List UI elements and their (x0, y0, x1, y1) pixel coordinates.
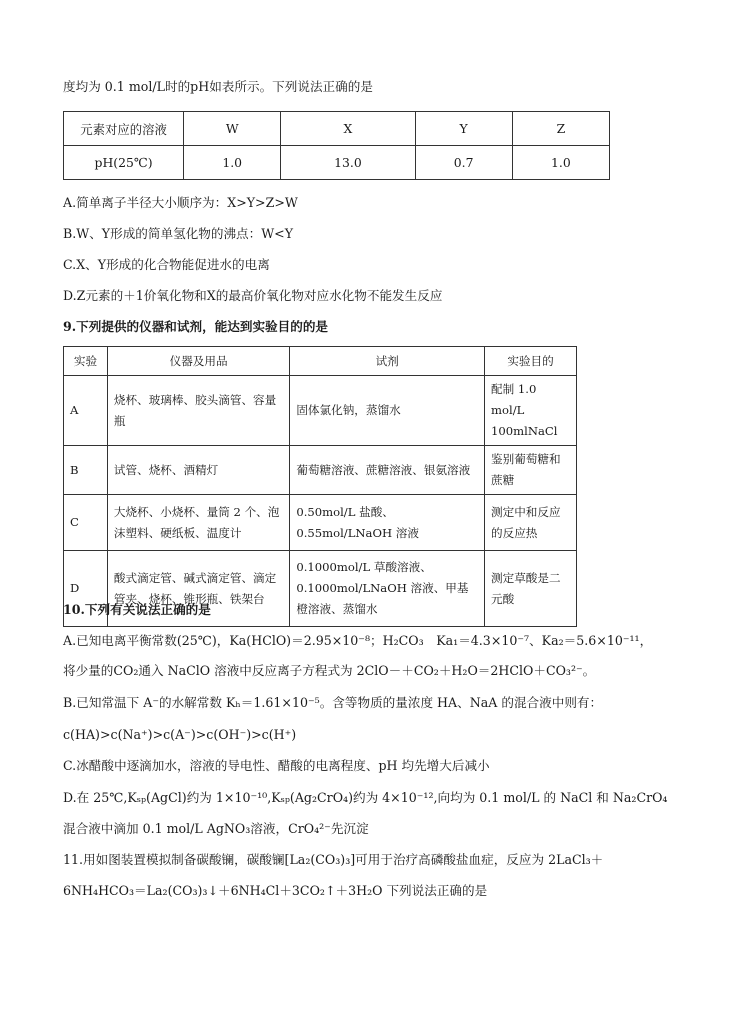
q10-line: 将少量的CO₂通入 NaClO 溶液中反应离子方程式为 2ClO－＋CO₂＋H₂O＝2HClO＋CO₃²⁻。 (63, 663, 596, 678)
question-11-line: 6NH₄HCO₃＝La₂(CO₃)₃↓＋6NH₄Cl＋3CO₂↑＋3H₂O 下列说法正确的是 (63, 883, 488, 898)
table-cell: 元素对应的溶液 (64, 112, 184, 146)
table-cell: 测定草酸是二元酸 (485, 551, 577, 627)
q10-line: C.冰醋酸中逐滴加水，溶液的导电性、醋酸的电离程度、pH 均先增大后减小 (63, 758, 490, 773)
option-c: C.X、Y形成的化合物能促进水的电离 (63, 257, 270, 272)
ph-table (63, 111, 610, 180)
q10-line: A.已知电离平衡常数(25℃)，Ka(HClO)＝2.95×10⁻⁸；H₂CO₃ Ka₁＝4.3×10⁻⁷、Ka₂＝5.6×10⁻¹¹， (63, 633, 653, 648)
intro-line: 度均为 0.1 mol/L时的pH如表所示。下列说法正确的是 (63, 79, 373, 94)
table-cell: pH(25℃) (64, 146, 184, 180)
table-cell: 试管、烧杯、酒精灯 (107, 446, 289, 495)
question-10-title: 10.下列有关说法正确的是 (63, 602, 211, 617)
q10-line: B.已知常温下 A⁻的水解常数 Kₕ＝1.61×10⁻⁵。含等物质的量浓度 HA、NaA 的混合液中则有： (63, 695, 603, 710)
table-row (64, 446, 577, 495)
q10-line: c(HA)>c(Na⁺)>c(A⁻)>c(OH⁻)>c(H⁺) (63, 727, 297, 742)
ph-table-header-row (64, 112, 610, 146)
table-cell: Y (415, 112, 512, 146)
option-a: A.简单离子半径大小顺序为：X>Y>Z>W (63, 195, 298, 210)
table-cell: D (64, 551, 108, 627)
table-cell: 大烧杯、小烧杯、量筒 2 个、泡沫塑料、硬纸板、温度计 (107, 495, 289, 551)
option-b: B.W、Y形成的简单氢化物的沸点：W<Y (63, 226, 294, 241)
table-cell: 配制 1.0 mol/L 100mlNaCl (485, 376, 577, 446)
ph-table-row (64, 146, 610, 180)
table-cell: 鉴别葡萄糖和蔗糖 (485, 446, 577, 495)
table-cell: 测定中和反应的反应热 (485, 495, 577, 551)
question-11-line: 11.用如图装置模拟制备碳酸镧，碳酸镧[La₂(CO₃)₃]可用于治疗高磷酸盐血症，反应为 2LaCl₃＋ (63, 852, 604, 867)
table-cell: 固体氯化钠，蒸馏水 (290, 376, 485, 446)
table-cell: 实验 (64, 347, 108, 376)
table-cell: B (64, 446, 108, 495)
table-cell: 烧杯、玻璃棒、胶头滴管、容量瓶 (107, 376, 289, 446)
table-cell: X (281, 112, 415, 146)
q10-line: 混合液中滴加 0.1 mol/L AgNO₃溶液，CrO₄²⁻先沉淀 (63, 821, 369, 836)
table-cell: 1.0 (512, 146, 609, 180)
table-cell: 0.7 (415, 146, 512, 180)
question-9-title: 9.下列提供的仪器和试剂，能达到实验目的的是 (63, 319, 329, 334)
experiment-table-header (64, 347, 577, 376)
table-cell: 试剂 (290, 347, 485, 376)
table-cell: C (64, 495, 108, 551)
table-cell: 0.1000mol/L 草酸溶液、0.1000mol/LNaOH 溶液、甲基橙溶液、蒸馏水 (290, 551, 485, 627)
table-cell: 仪器及用品 (107, 347, 289, 376)
table-cell: 0.50mol/L 盐酸、0.55mol/LNaOH 溶液 (290, 495, 485, 551)
table-cell: 13.0 (281, 146, 415, 180)
table-cell: 葡萄糖溶液、蔗糖溶液、银氨溶液 (290, 446, 485, 495)
table-cell: W (184, 112, 281, 146)
table-cell: 1.0 (184, 146, 281, 180)
table-cell: Z (512, 112, 609, 146)
table-cell: A (64, 376, 108, 446)
table-cell: 酸式滴定管、碱式滴定管、滴定管夹、烧杯、锥形瓶、铁架台 (107, 551, 289, 627)
table-row (64, 376, 577, 446)
q10-line: D.在 25℃,Kₛₚ(AgCl)约为 1×10⁻¹⁰,Kₛₚ(Ag₂CrO₄)约为 4×10⁻¹²,向均为 0.1 mol/L 的 NaCl 和 Na₂CrO₄ (63, 790, 668, 805)
experiment-table (63, 346, 577, 627)
option-d: D.Z元素的＋1价氧化物和X的最高价氧化物对应水化物不能发生反应 (63, 288, 443, 303)
table-cell: 实验目的 (485, 347, 577, 376)
table-row (64, 495, 577, 551)
